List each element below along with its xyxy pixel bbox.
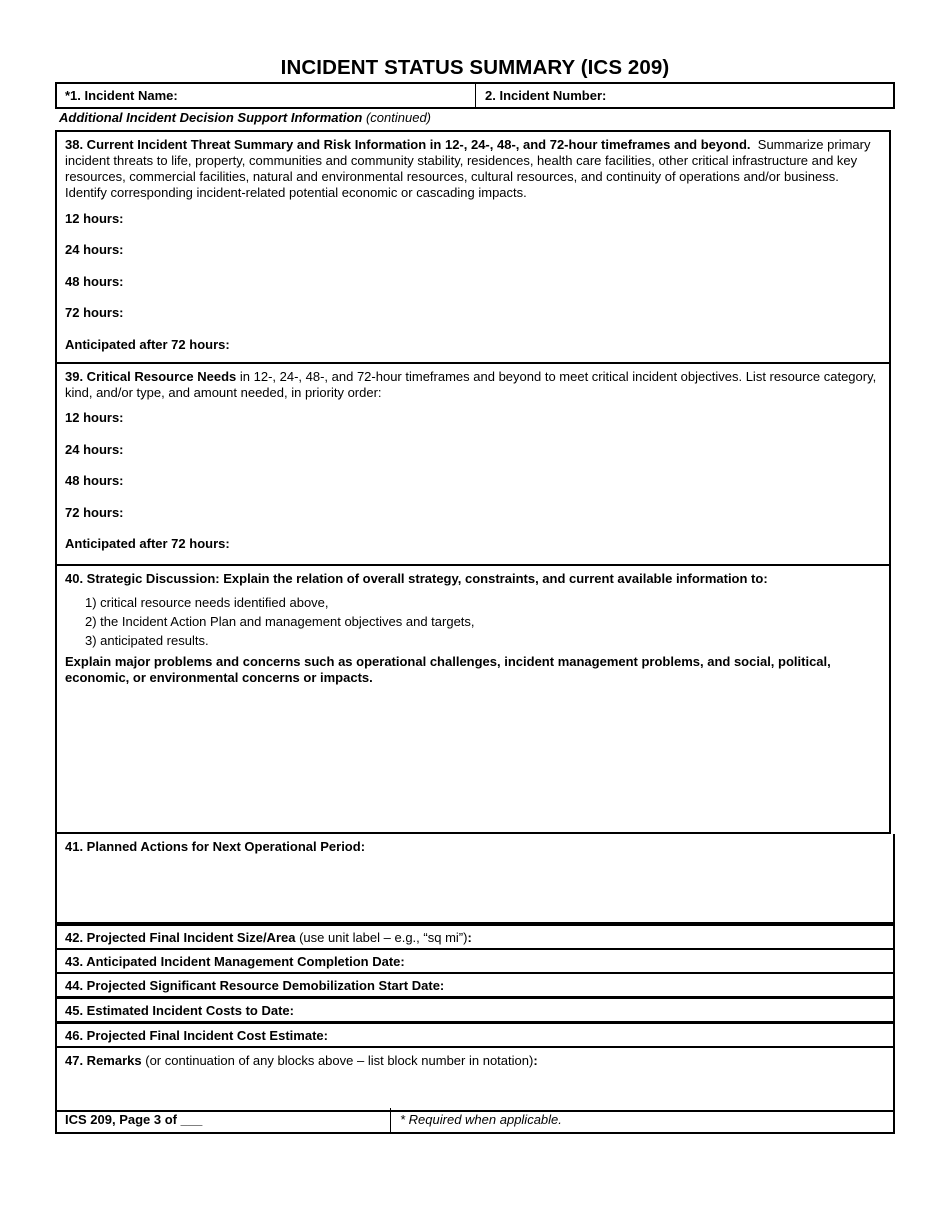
list-item: 1) critical resource needs identified above, [85, 595, 329, 610]
block-40-explain: Explain major problems and concerns such as operational challenges, incident management problems, and social, political, economic, or environmental concerns or impacts. [65, 654, 831, 685]
block-41-planned-actions[interactable] [55, 834, 895, 924]
block-42-colon: : [467, 930, 472, 945]
subheading-main: Additional Incident Decision Support Information [59, 110, 363, 125]
block-39-title: 39. Critical Resource Needs [65, 369, 237, 384]
block-39-24h-label: 24 hours: [65, 442, 124, 457]
block-47-note: (or continuation of any blocks above – list block number in notation) [145, 1053, 534, 1068]
block-38-24h-label: 24 hours: [65, 242, 124, 257]
incident-header-row [55, 82, 895, 109]
block-42-note: (use unit label – e.g., “sq mi”) [299, 930, 468, 945]
block-47-label: 47. Remarks [65, 1053, 142, 1068]
block-43-label: 43. Anticipated Incident Management Completion Date: [65, 954, 405, 969]
required-note [392, 1108, 893, 1132]
block-38-threat-summary[interactable] [55, 130, 891, 364]
block-46-label: 46. Projected Final Incident Cost Estimate: [65, 1028, 328, 1043]
block-38-48h-label: 48 hours: [65, 274, 124, 289]
block-43-completion-date[interactable] [55, 948, 895, 974]
block-38-text: Summarize primary incident threats to life, property, communities and community stability, residences, health care facilities, other critical infrastructure and key resources, commercial facilities, natural and environmental resources, cultural resources, and continuity of operations and/or business. Identify corresponding incident-related potential economic or cascading impacts. [65, 137, 871, 200]
block-39-72h-label: 72 hours: [65, 505, 124, 520]
block-46-final-cost[interactable] [55, 1022, 895, 1048]
block-40-strategic-discussion[interactable] [55, 566, 891, 834]
section-subheading [59, 110, 431, 125]
incident-name-field[interactable] [57, 84, 476, 107]
block-39-12h-label: 12 hours: [65, 410, 124, 425]
block-45-costs-to-date[interactable] [55, 997, 895, 1023]
page-number-field[interactable] [57, 1108, 391, 1132]
incident-name-label: *1. Incident Name: [65, 88, 178, 103]
block-45-label: 45. Estimated Incident Costs to Date: [65, 1003, 294, 1018]
block-47-remarks[interactable] [55, 1046, 895, 1112]
block-38-12h-label: 12 hours: [65, 211, 124, 226]
block-47-colon: : [533, 1053, 538, 1068]
list-item: 3) anticipated results. [85, 633, 209, 648]
block-39-48h-label: 48 hours: [65, 473, 124, 488]
required-note-text: * Required when applicable. [400, 1112, 562, 1127]
subheading-note: (continued) [365, 110, 432, 125]
block-42-line [65, 930, 472, 945]
form-title: INCIDENT STATUS SUMMARY (ICS 209) [280, 56, 670, 79]
block-38-after-72h-label: Anticipated after 72 hours: [65, 337, 230, 352]
block-40-list [85, 593, 881, 650]
block-47-line [65, 1053, 538, 1068]
block-39-after-72h-label: Anticipated after 72 hours: [65, 536, 230, 551]
block-42-final-size[interactable] [55, 924, 895, 950]
page-number-label: ICS 209, Page 3 of ___ [65, 1112, 203, 1127]
block-39-resource-needs[interactable] [55, 364, 891, 566]
incident-number-label: 2. Incident Number: [485, 88, 607, 103]
list-item: 2) the Incident Action Plan and management objectives and targets, [85, 614, 475, 629]
block-39-text: in 12-, 24-, 48-, and 72-hour timeframes and beyond to meet critical incident objectives. List resource category, kind, and/or type, and amount needed, in priority order: [65, 369, 877, 400]
block-42-label: 42. Projected Final Incident Size/Area [65, 930, 296, 945]
form-footer [55, 1108, 895, 1134]
block-40-title: 40. Strategic Discussion: Explain the relation of overall strategy, constraints, and current available information to: [65, 571, 768, 586]
block-41-label: 41. Planned Actions for Next Operational Period: [65, 839, 366, 854]
incident-number-field[interactable] [477, 84, 893, 107]
block-44-demob-date[interactable] [55, 972, 895, 998]
block-44-label: 44. Projected Significant Resource Demobilization Start Date: [65, 978, 445, 993]
block-38-72h-label: 72 hours: [65, 305, 124, 320]
block-38-title: 38. Current Incident Threat Summary and Risk Information in 12-, 24-, 48-, and 72-hour timeframes and beyond. [65, 137, 751, 152]
